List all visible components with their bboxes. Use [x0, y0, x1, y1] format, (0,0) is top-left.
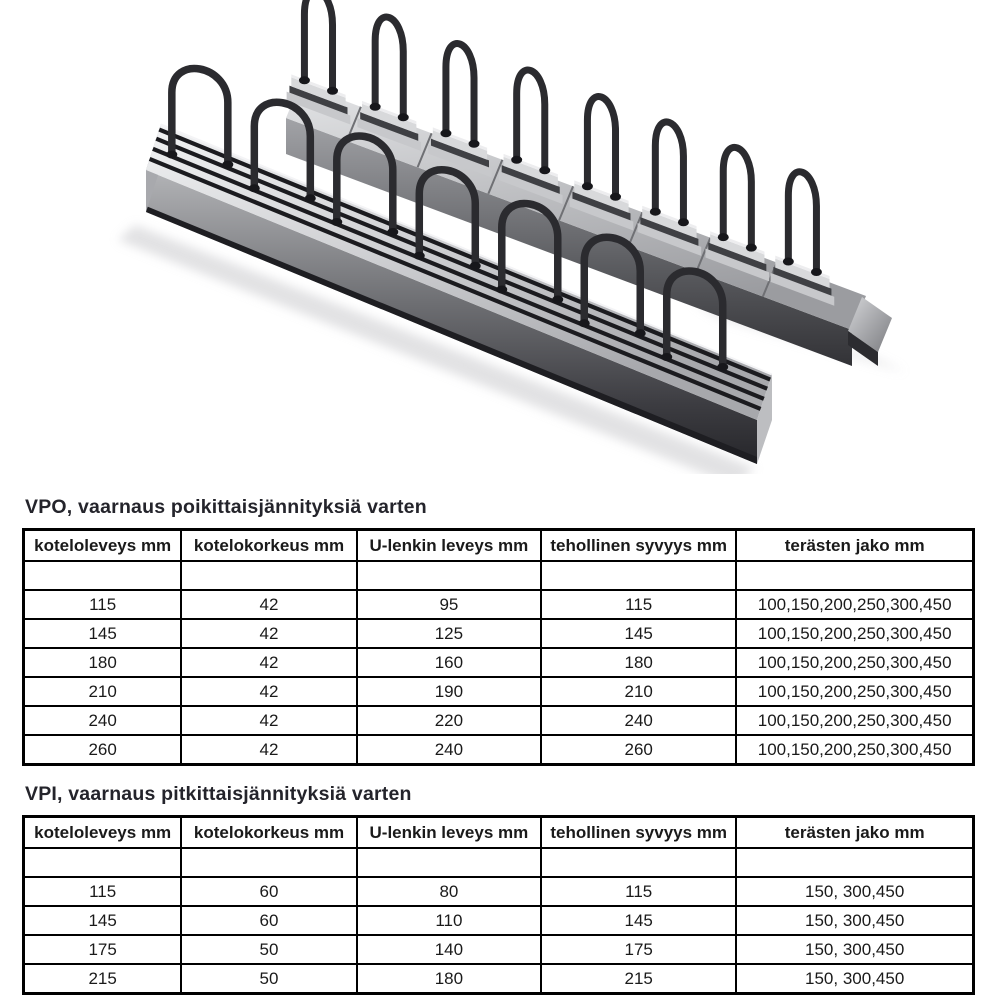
table-cell — [24, 561, 182, 590]
u-loop — [446, 44, 474, 144]
table-row — [24, 935, 974, 964]
table-cell: 60 — [181, 906, 356, 935]
u-loop-foot — [635, 329, 646, 337]
table-cell: 240 — [541, 706, 736, 735]
table-cell: 110 — [357, 906, 541, 935]
table-cell: 175 — [541, 935, 736, 964]
table-cell — [357, 848, 541, 877]
u-loop-foot — [387, 228, 398, 236]
table-cell: 100,150,200,250,300,450 — [736, 590, 973, 619]
table-cell — [357, 561, 541, 590]
table-cell: 260 — [24, 735, 182, 765]
section-vpi — [0, 783, 1000, 995]
table-cell: 150, 300,450 — [736, 935, 973, 964]
u-loop-foot — [746, 244, 757, 252]
table-row — [24, 848, 974, 877]
table-cell — [181, 561, 356, 590]
table-cell: 50 — [181, 964, 356, 994]
table-cell — [736, 561, 973, 590]
u-loop-foot — [496, 286, 507, 294]
u-loop-foot — [305, 194, 316, 202]
vpi-table — [22, 815, 975, 995]
table-cell: 42 — [181, 619, 356, 648]
column-header: terästen jako mm — [736, 530, 973, 562]
u-loop-foot — [331, 218, 342, 226]
table-cell: 100,150,200,250,300,450 — [736, 648, 973, 677]
column-header: koteloleveys mm — [24, 817, 182, 849]
table-row — [24, 906, 974, 935]
header-row — [24, 817, 974, 849]
u-loop-foot — [222, 161, 233, 169]
u-loop — [375, 17, 403, 117]
u-loop-foot — [539, 166, 550, 174]
table-cell: 42 — [181, 590, 356, 619]
table-cell — [24, 848, 182, 877]
table-cell: 180 — [541, 648, 736, 677]
table-cell: 100,150,200,250,300,450 — [736, 706, 973, 735]
table-cell: 180 — [24, 648, 182, 677]
u-loop-foot — [552, 296, 563, 304]
u-loop-foot — [470, 262, 481, 270]
table-cell: 150, 300,450 — [736, 877, 973, 906]
table-cell: 50 — [181, 935, 356, 964]
table-cell: 175 — [24, 935, 182, 964]
vpi-title: VPI, vaarnaus pitkittaisjännityksiä varten — [25, 783, 412, 805]
table-cell: 150, 300,450 — [736, 906, 973, 935]
table-cell: 215 — [541, 964, 736, 994]
table-cell: 100,150,200,250,300,450 — [736, 735, 973, 765]
u-loop-foot — [811, 268, 822, 276]
section-vpo — [0, 496, 1000, 766]
u-loop-foot — [678, 218, 689, 226]
u-loop-foot — [718, 233, 729, 241]
table-cell: 100,150,200,250,300,450 — [736, 619, 973, 648]
table-cell: 260 — [541, 735, 736, 765]
column-header: tehollinen syvyys mm — [541, 530, 736, 562]
u-loop-foot — [440, 129, 451, 137]
table-row — [24, 561, 974, 590]
column-header: tehollinen syvyys mm — [541, 817, 736, 849]
table-cell — [181, 848, 356, 877]
column-header: koteloleveys mm — [24, 530, 182, 562]
u-loop-foot — [582, 182, 593, 190]
table-cell: 42 — [181, 648, 356, 677]
u-loop-foot — [511, 156, 522, 164]
u-loop — [655, 122, 683, 222]
header-row — [24, 530, 974, 562]
table-cell: 180 — [357, 964, 541, 994]
table-row — [24, 877, 974, 906]
table-cell: 42 — [181, 706, 356, 735]
u-loop-foot — [327, 87, 338, 95]
table-row — [24, 964, 974, 994]
table-row — [24, 619, 974, 648]
table-row — [24, 648, 974, 677]
table-cell: 240 — [357, 735, 541, 765]
table-cell: 210 — [541, 677, 736, 706]
table-row — [24, 677, 974, 706]
table-cell: 42 — [181, 735, 356, 765]
u-loop-foot — [414, 252, 425, 260]
u-loop — [723, 147, 751, 247]
column-header: U-lenkin leveys mm — [357, 530, 541, 562]
table-row — [24, 706, 974, 735]
table-cell: 145 — [24, 906, 182, 935]
dowel-rail-illustration — [0, 0, 1000, 474]
table-cell: 145 — [541, 619, 736, 648]
table-cell: 115 — [24, 590, 182, 619]
u-loop-foot — [166, 151, 177, 159]
table-cell: 240 — [24, 706, 182, 735]
u-loop — [304, 0, 332, 91]
u-loop-foot — [398, 113, 409, 121]
table-cell — [541, 561, 736, 590]
u-loop-foot — [299, 76, 310, 84]
column-header: U-lenkin leveys mm — [357, 817, 541, 849]
table-cell — [541, 848, 736, 877]
table-row — [24, 735, 974, 765]
table-cell: 115 — [541, 590, 736, 619]
vpo-table — [22, 528, 975, 766]
table-cell: 150, 300,450 — [736, 964, 973, 994]
table-cell: 210 — [24, 677, 182, 706]
table-cell: 42 — [181, 677, 356, 706]
table-cell — [736, 848, 973, 877]
u-loop-foot — [469, 140, 480, 148]
table-cell: 140 — [357, 935, 541, 964]
table-cell: 125 — [357, 619, 541, 648]
table-cell: 115 — [24, 877, 182, 906]
u-loop — [788, 172, 816, 272]
u-loop — [517, 70, 545, 170]
u-loop-foot — [249, 184, 260, 192]
table-cell: 215 — [24, 964, 182, 994]
u-loop-foot — [783, 258, 794, 266]
table-cell: 160 — [357, 648, 541, 677]
table-cell: 190 — [357, 677, 541, 706]
vpo-title: VPO, vaarnaus poikittaisjännityksiä varten — [25, 496, 427, 518]
column-header: kotelokorkeus mm — [181, 530, 356, 562]
u-loop-foot — [650, 208, 661, 216]
table-cell: 80 — [357, 877, 541, 906]
u-loop-foot — [661, 353, 672, 361]
table-cell: 220 — [357, 706, 541, 735]
u-loop-foot — [610, 193, 621, 201]
table-cell: 115 — [541, 877, 736, 906]
table-cell: 95 — [357, 590, 541, 619]
u-loop-foot — [579, 319, 590, 327]
u-loop-foot — [717, 363, 728, 371]
table-row — [24, 590, 974, 619]
product-photo — [0, 0, 1000, 474]
u-loop — [587, 97, 615, 197]
table-cell: 145 — [541, 906, 736, 935]
column-header: terästen jako mm — [736, 817, 973, 849]
table-cell: 145 — [24, 619, 182, 648]
u-loop-foot — [370, 103, 381, 111]
table-cell: 60 — [181, 877, 356, 906]
column-header: kotelokorkeus mm — [181, 817, 356, 849]
table-cell: 100,150,200,250,300,450 — [736, 677, 973, 706]
